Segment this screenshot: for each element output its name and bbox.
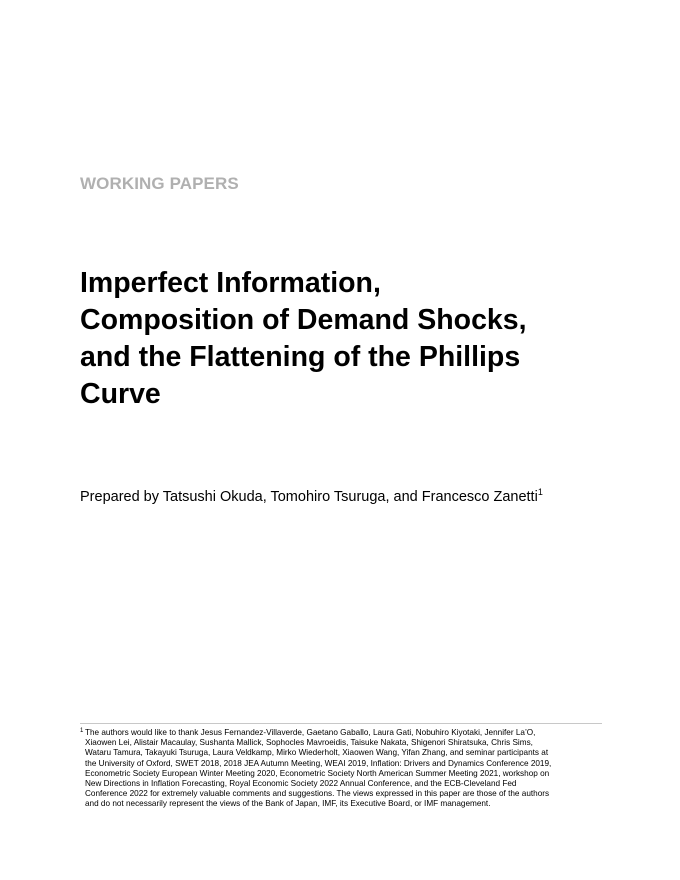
footnote-text: The authors would like to thank Jesus Fernandez-Villaverde, Gaetano Gaballo, Laura Gati, Nobuhiro Kiyotaki, Jennifer La’O, [85,728,536,737]
footnote-line: Conference 2022 for extremely valuable comments and suggestions. The views expressed in this paper are those of the authors [85,789,550,799]
series-label: WORKING PAPERS [80,174,239,193]
footnote-line: 1 The authors would like to thank Jesus Fernandez-Villaverde, Gaetano Gaballo, Laura Gati, Nobuhiro Kiyotaki, Jennifer La’O, [80,728,536,737]
footnote-reference[interactable]: 1 [537,487,543,497]
author-line [80,488,543,506]
footnote-line: Wataru Tamura, Takayuki Tsuruga, Laura Veldkamp, Mirko Wiederholt, Xiaowen Wang, Yifan Zhang, and seminar participants at [85,748,549,758]
title-line: Curve [80,378,161,410]
title-line: Composition of Demand Shocks, [80,304,527,336]
footnote-line: New Directions in Inflation Forecasting, Royal Economic Society 2022 Annual Conference, and the ECB-Cleveland Fed [85,779,517,789]
title-line: and the Flattening of the Phillips [80,341,521,373]
footnote-line: the University of Oxford, SWET 2018, 2018 JEA Autumn Meeting, WEAI 2019, Inflation: Drivers and Dynamics Conference 2019, [85,758,552,768]
title-line: Imperfect Information, [80,267,381,299]
acknowledgements-footnote [80,728,602,810]
footnote-divider [80,723,602,724]
footnote-line: and do not necessarily represent the views of the Bank of Japan, IMF, its Executive Board, or IMF management. [85,799,491,809]
paper-title [80,265,600,413]
author-names: Prepared by Tatsushi Okuda, Tomohiro Tsuruga, and Francesco Zanetti [80,489,538,505]
footnote-line: Econometric Society European Winter Meeting 2020, Econometric Society North American Summer Meeting 2021, workshop on [85,768,550,778]
footnote-line: Xiaowen Lei, Alistair Macaulay, Sushanta Mallick, Sophocles Mavroeidis, Taisuke Nakata, Shigenori Shiratsuka, Chris Sims, [85,738,533,748]
